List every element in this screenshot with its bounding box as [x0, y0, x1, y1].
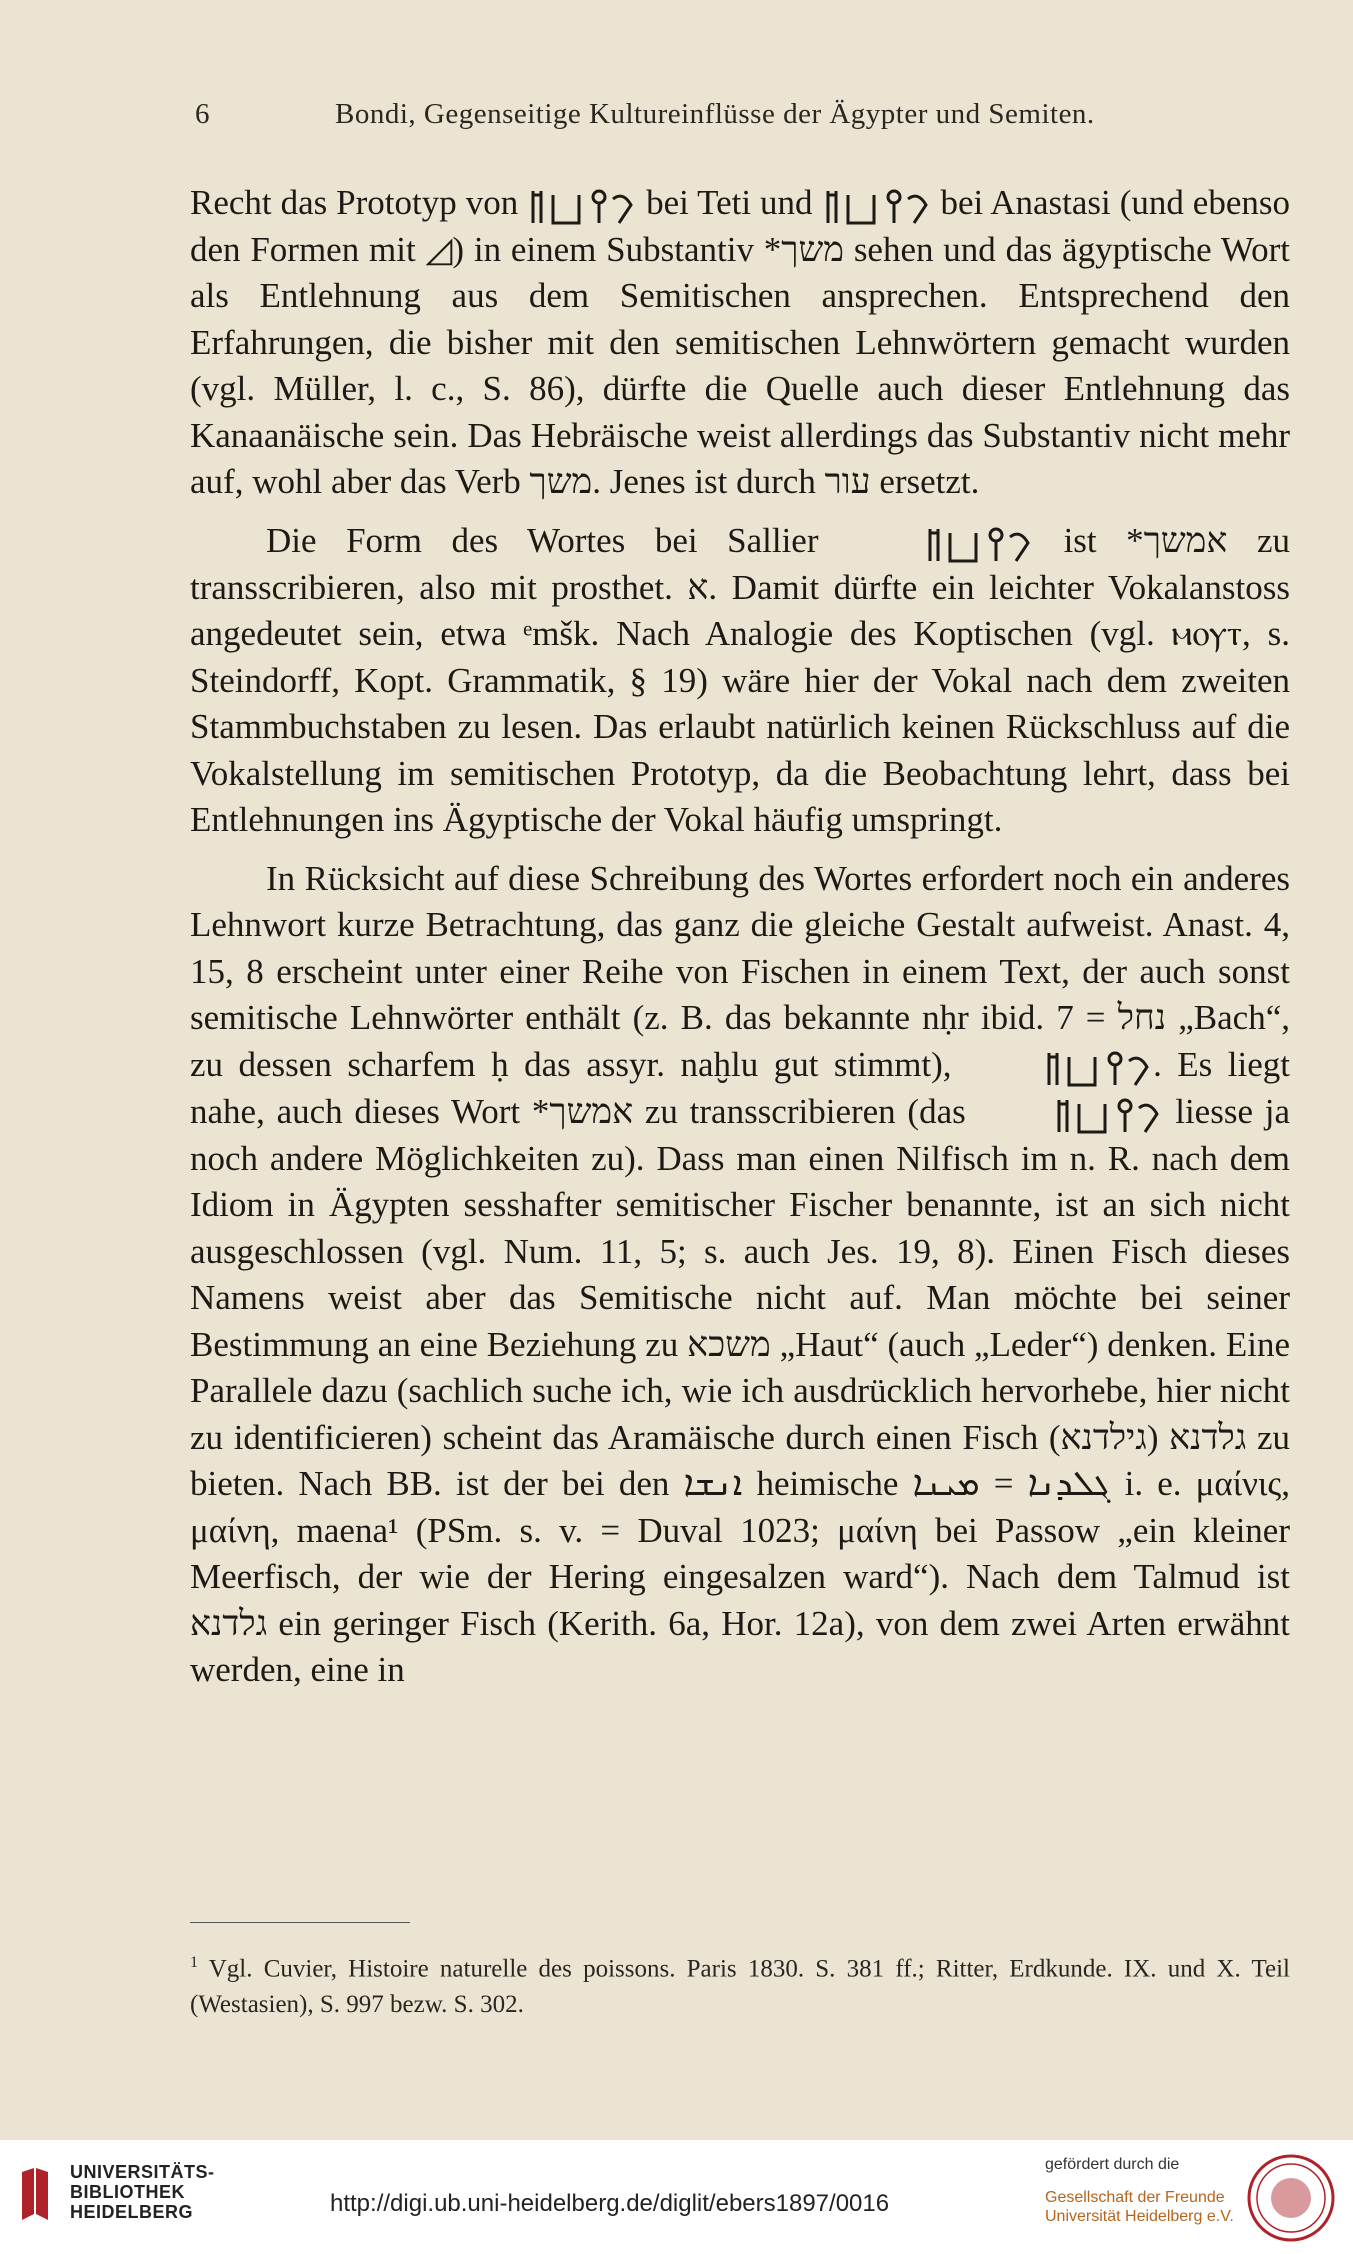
digital-url-link[interactable]: http://digi.ub.uni-heidelberg.de/diglit/ebers1897/0016 [330, 2190, 890, 2217]
hieroglyph-group-icon [967, 1047, 1153, 1089]
funded-by-label: gefördert durch die [1045, 2156, 1180, 2173]
library-logo-icon [14, 2164, 56, 2226]
hieroglyph-group-icon [977, 1094, 1163, 1136]
paragraph-1: Recht das Prototyp von bei Teti und bei Anastasi (und ebenso den Formen mit ◿) in einem Substantiv *משך sehen und das ägyptische Wort als Entlehnung aus dem Semitischen ansprechen. Entsprechend den Erfahrungen, die bisher mit den semitischen Lehnwörtern gemacht wurden (vgl. Müller, l. c., S. 86), dürfte die Quelle auch dieser Entlehnung das Kanaanäische sein. Das Hebräische weist allerdings das Substantiv nicht mehr auf, wohl aber das Verb משך. Jenes ist durch עור ersetzt. [190, 183, 1290, 502]
footnote-marker: 1 [190, 1954, 198, 1971]
page-number: 6 [195, 98, 210, 130]
hieroglyph-group-icon [527, 185, 637, 227]
footnote-text: Vgl. Cuvier, Histoire naturelle des poissons. Paris 1830. S. 381 ff.; Ritter, Erdkunde. IX. und X. Teil (Westasien), S. 997 bezw. S. 302. [190, 1955, 1290, 2019]
running-title: Bondi, Gegenseitige Kultureinflüsse der Ägypter und Semiten. [335, 98, 1095, 130]
digitization-footer [0, 2140, 1353, 2254]
paragraph-3: In Rücksicht auf diese Schreibung des Wortes erfordert noch ein anderes Lehnwort kurze Betrachtung, das ganz die gleiche Gestalt aufweist. Anast. 4, 15, 8 erscheint unter einer Reihe von Fischen in einem Text, der auch sonst semitische Lehnwörter enthält (z. B. das bekannte nḥr ibid. 7 = נחל „Bach“, zu dessen scharfem ḥ das assyr. naḫlu gut stimmt), . Es liegt nahe, auch dieses Wort *אמשך zu transscribieren (das liesse ja noch andere Möglichkeiten zu). Dass man einen Nilfisch im n. R. nach dem Idiom in Ägypten sesshafter semitischer Fischer benannte, ist an sich nicht ausgeschlossen (vgl. Num. 11, 5; s. auch Jes. 19, 8). Einen Fisch dieses Namens weist aber das Semitische nicht auf. Man möchte bei seiner Bestimmung an eine Beziehung zu משכא „Haut“ (auch „Leder“) denken. Eine Parallele dazu (sachlich suche ich, wie ich ausdrücklich hervorhebe, hier nicht zu identificieren) scheint das Aramäische durch einen Fisch גלדנא (גילדנא) zu bieten. Nach BB. ist der bei den ܐܢܫܐ heimische ܓܠܕܢܐ = ܡܝܢܐ i. e. μαίνις, μαίνη, maena¹ (PSm. s. v. = Duval 1023; μαίνη bei Passow „ein kleiner Meerfisch, der wie der Hering eingesalzen ward“). Nach dem Talmud ist גלדנא ein geringer Fisch (Kerith. 6a, Hor. 12a), von dem zwei Arten erwähnt werden, eine in [190, 858, 1290, 1690]
society-name: Gesellschaft der Freunde Universität Heidelberg e.V. [1045, 2189, 1234, 2225]
footnote [190, 1945, 1290, 2023]
hieroglyph-group-icon [822, 185, 932, 227]
library-name: UNIVERSITÄTS- BIBLIOTHEK HEIDELBERG [70, 2162, 215, 2222]
paragraph-2: Die Form des Wortes bei Sallier ist *אמשך zu transscribieren, also mit prosthet. א. Damit dürfte ein leichter Vokalanstoss angedeutet sein, etwa ᵉmšk. Nach Analogie des Koptischen (vgl. ⲙⲟⲩⲧ, s. Steindorff, Kopt. Grammatik, § 19) wäre hier der Vokal nach dem zweiten Stammbuchstaben zu lesen. Das erlaubt natürlich keinen Rückschluss auf die Vokalstellung im semitischen Prototyp, da die Beobachtung lehrt, dass bei Entlehnungen ins Ägyptische der Vokal häufig umspringt. [190, 520, 1290, 840]
hieroglyph-group-icon [848, 523, 1034, 565]
body-text [190, 180, 1290, 1694]
university-seal-icon [1247, 2154, 1335, 2242]
footnote-rule [190, 1922, 410, 1923]
